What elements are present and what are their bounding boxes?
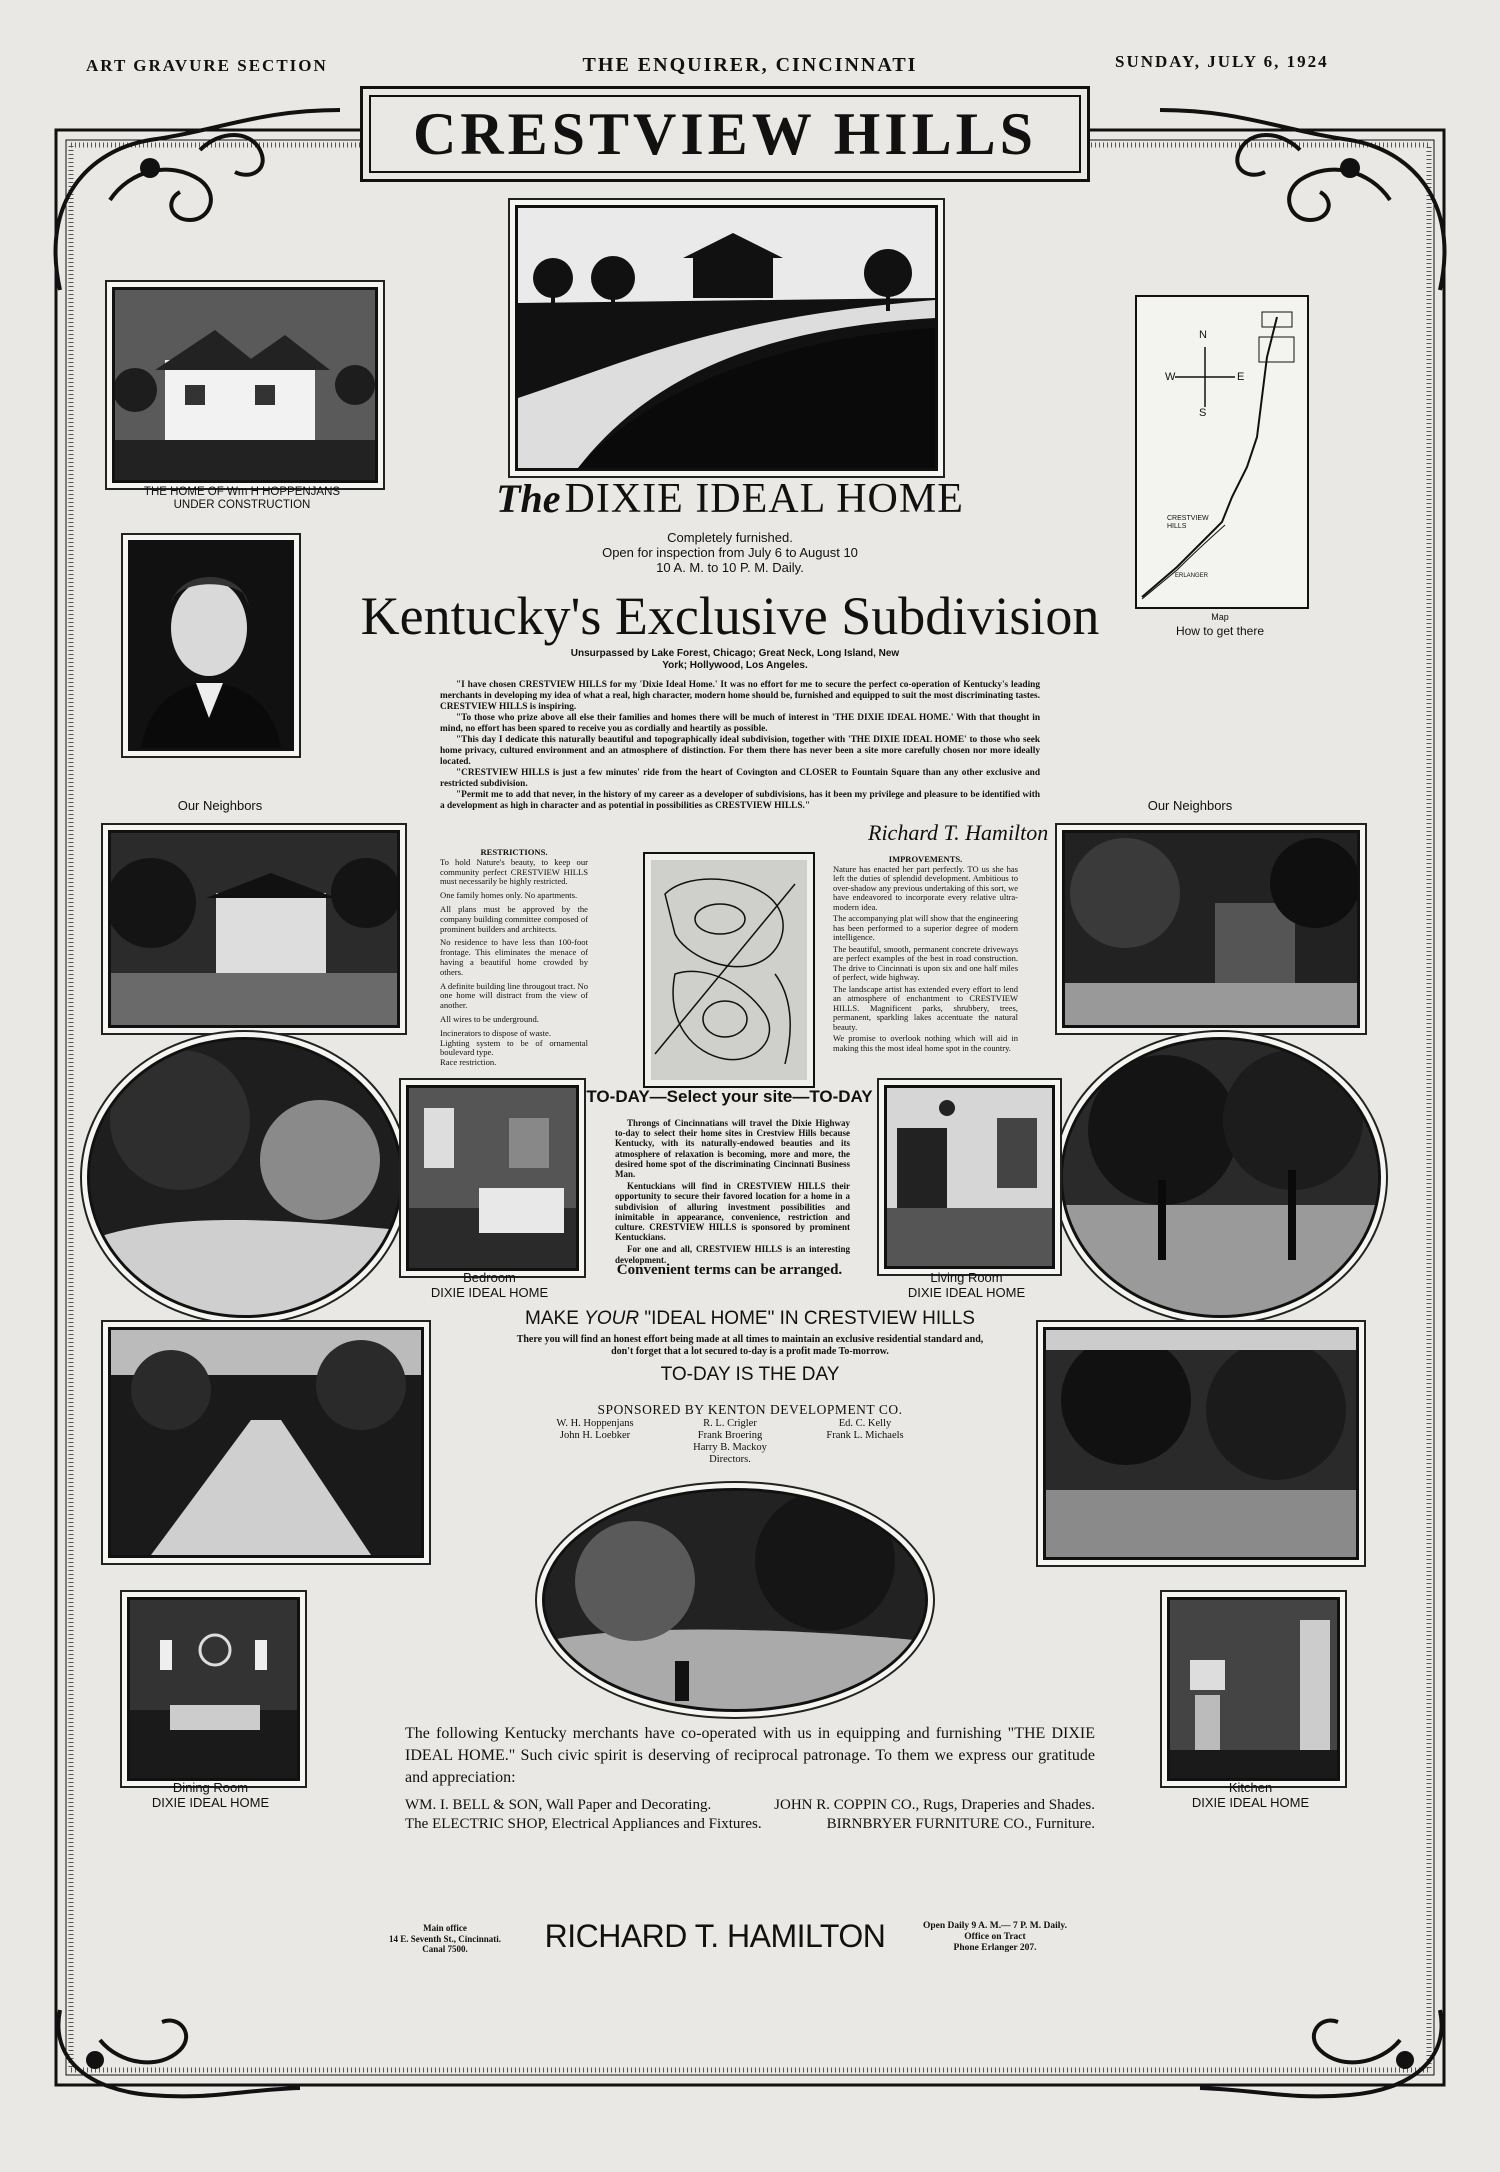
restrictions-title: RESTRICTIONS. (480, 847, 548, 857)
photo-bedroom (406, 1085, 579, 1271)
merchant-coppin: JOHN R. COPPIN CO., Rugs, Draperies and Shades. (774, 1797, 1095, 1813)
make-ideal-home (380, 1308, 1120, 1330)
letter-paragraph: "CRESTVIEW HILLS is just a few minutes' ride from the heart of Covington and CLOSER to Fountain Square than any other exclusive and restricted subdivision. (440, 768, 1040, 789)
signature: Richard T. Hamilton (868, 820, 1049, 845)
make-text-a: MAKE (525, 1308, 585, 1329)
title-banner (360, 86, 1090, 182)
dixie-furnished: Completely furnished. (667, 530, 793, 545)
unsurpassed-text: Unsurpassed by Lake Forest, Chicago; Great Neck, Long Island, New York; Hollywood, Los Angeles. (570, 648, 900, 671)
map-crestview-label: CRESTVIEW HILLS (1167, 515, 1209, 530)
merchant-electric-shop: The ELECTRIC SHOP, Electrical Appliances and Fixtures. (405, 1816, 762, 1832)
photo-dining-room (127, 1597, 300, 1781)
caption-neighbors-right: Our Neighbors (1147, 798, 1233, 813)
dixie-hours: 10 A. M. to 10 P. M. Daily. (656, 560, 804, 575)
map-erlanger-label: ERLANGER (1175, 573, 1209, 579)
letter-paragraph: "To those who prize above all else their families and homes there will be much of interest in 'THE DIXIE IDEAL HOME.' With that thought in mind, no effort has been spared to receive you as cordially and heartily as possible. (440, 713, 1040, 734)
today-title: TO-DAY—Select your site—TO-DAY (586, 1087, 873, 1106)
improvement-item: Nature has enacted her part perfectly. TO us she has left the duties of splendid development. Ambitious to over-shadow any previous undertaking of this sort, we have endeavored to incorporate every relative ultra-modern idea. (833, 863, 1018, 912)
today-is-the-day: TO-DAY IS THE DAY (660, 1364, 840, 1385)
map-subcaption: How to get there (1175, 624, 1265, 638)
subdivision-plat (643, 852, 815, 1088)
photo-neighbor-house-left (108, 830, 400, 1028)
today-body (615, 1118, 850, 1265)
section-label: ART GRAVURE SECTION (86, 56, 328, 75)
restriction-item: A definite building line througout tract. No one home will distract from the view of another. (440, 980, 588, 1011)
photo-hoppenjans-home (112, 287, 378, 483)
improvement-item: The accompanying plat will show that the engineering has been performed to a superior degree of modern intelligence. (833, 913, 1018, 942)
improvement-item: We promise to overlook nothing which will aid in making this the most ideal home spot in the country. (833, 1033, 1018, 1053)
caption-dining-room: Dining Room DIXIE IDEAL HOME (151, 1780, 270, 1810)
photo-kitchen (1167, 1597, 1340, 1781)
merchants-intro: The following Kentucky merchants have co-operated with us in equipping and furnishing "THE DIXIE IDEAL HOME." Such civic spirit is deserving of reciprocal patronage. To them we express our gratitude and appreciation: (405, 1725, 1095, 1786)
caption-neighbors-left: Our Neighbors (177, 798, 263, 813)
caption-living-room: Living Room DIXIE IDEAL HOME (907, 1270, 1026, 1300)
dixie-details (420, 530, 1040, 575)
photo-portrait-hamilton (128, 540, 294, 751)
letter-paragraph: "This day I dedicate this naturally beautiful and topographically ideal subdivision, together with 'THE DIXIE IDEAL HOME' to those who seek home privacy, cultured environment and an atmosphere of distinction. For them there has never been a site more carefully chosen nor more ideally located. (440, 735, 1040, 767)
letter-paragraph: "Permit me to add that never, in the history of my career as a developer of subdivisions, has it been my privilege and pleasure to be identified with a development as high in character and as potential in possibilities as CRESTVIEW HILLS." (440, 790, 1040, 811)
merchant-bell: WM. I. BELL & SON, Wall Paper and Decorating. (405, 1797, 712, 1813)
today-paragraph: Throngs of Cincinnatians will travel the Dixie Highway to-day to select their home sites in Crestview Hills because Kentucky, with its naturally-endowed beauties and its atmosphere of relaxation is becoming, more and more, the desired home spot of the discriminating Cincinnati Business Man. (615, 1118, 850, 1180)
dixie-inspection: Open for inspection from July 6 to August 10 (602, 545, 858, 560)
make-text-your: YOUR (584, 1308, 640, 1329)
today-paragraph: Kentuckians will find in CRESTVIEW HILLS their opportunity to secure their favored location for a home in a subdivision of alluring investment possibilities and inimitable in appearance, convenience, restriction and culture. CRESTVIEW HILLS is sponsored by prominent Kentuckians. (615, 1181, 850, 1243)
photo-living-room (884, 1085, 1055, 1269)
improvements-block (833, 855, 1018, 1053)
map-how-to-get-there (1135, 295, 1309, 609)
map-west: W (1165, 371, 1176, 383)
photo-house-on-hill (515, 205, 938, 471)
restrictions-block (440, 848, 588, 1068)
restriction-item: To hold Nature's beauty, to keep our community perfect CRESTVIEW HILLS must necessarily be highly restricted. (440, 856, 588, 887)
newspaper-name: THE ENQUIRER, CINCINNATI (582, 54, 918, 76)
sponsor-title: SPONSORED BY KENTON DEVELOPMENT CO. (597, 1402, 903, 1417)
map-label: Map (1211, 612, 1229, 622)
hamilton-letter (440, 680, 1040, 812)
caption-kitchen: Kitchen DIXIE IDEAL HOME (1191, 1780, 1310, 1810)
caption-hoppenjans: THE HOME OF Wm H HOPPENJANS UNDER CONSTRUCTION (143, 486, 341, 511)
make-subtext: There you will find an honest effort being made at all times to maintain an exclusive residential standard and, don't forget that a lot secured to-day is a profit made To-morrow. (516, 1334, 984, 1357)
photo-lake-oval-right (1060, 1037, 1381, 1318)
letter-paragraph: "I have chosen CRESTVIEW HILLS for my 'Dixie Ideal Home.' It was no effort for me to secure the perfect co-operation of Kentucky's leading merchants in developing my idea of what a real, high character, modern home should be, furnished and equipped to suit the most discriminating tastes. CRESTVIEW HILLS is inspiring. (440, 680, 1040, 712)
photo-walkway-left (108, 1327, 424, 1558)
photo-garden-oval-center (542, 1488, 928, 1712)
improvement-item: The landscape artist has extended every effort to lend an atmosphere of enchantment to CRESTVIEW HILLS. Magnificent parks, shrubbery, trees, permanent, sparkling lakes accentuate the natural beauty. (833, 983, 1018, 1032)
improvements-title: IMPROVEMENTS. (888, 854, 963, 864)
restriction-item: No residence to have less than 100-foot frontage. This eliminates the menace of having a beautiful home crowded by others. (440, 937, 588, 977)
banner-title: CRESTVIEW HILLS (412, 100, 1038, 167)
footer-main-office: Main office 14 E. Seventh St., Cincinnati. Canal 7500. (388, 1923, 502, 1954)
improvement-item: The beautiful, smooth, permanent concrete driveways are perfect examples of the best in road construction. The drive to Cincinnati is upon six and one half miles of perfect, wide highway. (833, 943, 1018, 982)
map-north: N (1199, 329, 1207, 341)
sponsor-col-1: W. H. Hoppenjans John H. Loebker (556, 1418, 634, 1441)
issue-date: SUNDAY, JULY 6, 1924 (1115, 52, 1329, 71)
dixie-title (420, 475, 1040, 523)
merchants-list (405, 1796, 1095, 1834)
merchant-birnbryer: BIRNBRYER FURNITURE CO., Furniture. (826, 1816, 1095, 1832)
photo-garden-oval-left (87, 1037, 403, 1318)
restriction-item: All wires to be underground. (440, 1013, 539, 1024)
restriction-item: Lighting system to be of ornamental boulevard type. (440, 1037, 588, 1058)
restriction-item: All plans must be approved by the company building committee composed of prominent builders and architects. (440, 903, 588, 934)
restriction-item: Race restriction. (440, 1057, 497, 1068)
sponsor-col-3: Ed. C. Kelly Frank L. Michaels (826, 1418, 904, 1441)
caption-bedroom: Bedroom DIXIE IDEAL HOME (430, 1270, 549, 1300)
restriction-item: One family homes only. No apartments. (440, 890, 578, 901)
dixie-title-main: DIXIE IDEAL HOME (564, 476, 964, 522)
footer-hours: Open Daily 9 A. M.— 7 P. M. Daily. Office on Tract Phone Erlanger 207. (922, 1921, 1067, 1953)
photo-trees-right (1043, 1327, 1359, 1560)
footer-name: RICHARD T. HAMILTON (544, 1918, 886, 1954)
convenient-terms: Convenient terms can be arranged. (616, 1262, 843, 1278)
map-east: E (1237, 371, 1245, 383)
photo-neighbor-house-right (1062, 830, 1360, 1028)
headline: Kentucky's Exclusive Subdivision (360, 586, 1100, 646)
sponsor-col-2: R. L. Crigler Frank Broering Harry B. Mackoy Directors. (693, 1418, 767, 1465)
restriction-item: Incinerators to dispose of waste. (440, 1027, 551, 1038)
make-text-b: "IDEAL HOME" IN CRESTVIEW HILLS (639, 1308, 975, 1329)
map-south: S (1199, 407, 1207, 419)
today-paragraph: For one and all, CRESTVIEW HILLS is an interesting development. (615, 1244, 850, 1265)
dixie-title-the: The (496, 476, 561, 521)
